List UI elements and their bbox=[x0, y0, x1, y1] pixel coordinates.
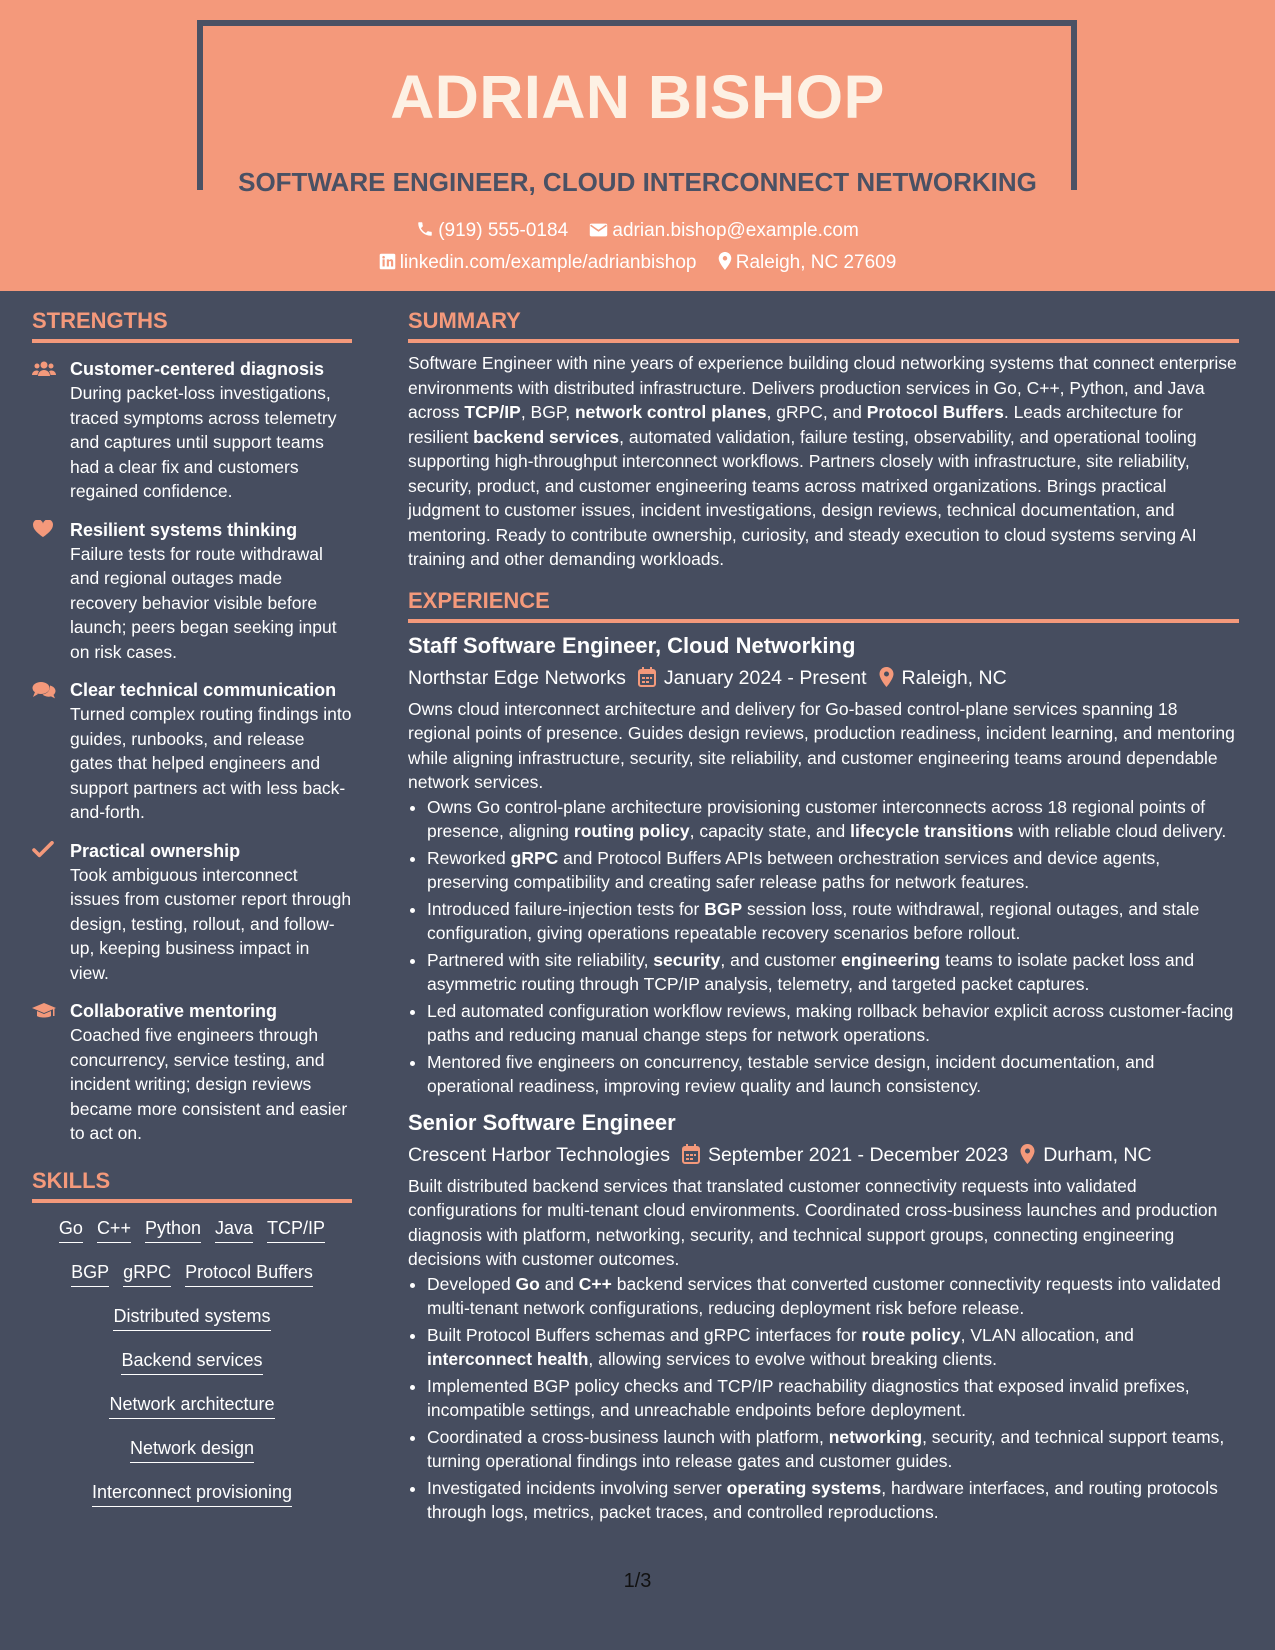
linkedin-text: linkedin.com/example/adrianbishop bbox=[399, 252, 697, 273]
email-text: adrian.bishop@example.com bbox=[612, 220, 859, 241]
job-bullet: • Developed Go and C++ backend services that converted customer connectivity requests into validated multi-tenant network configurations, reducing deployment risk before release. bbox=[427, 1272, 1239, 1321]
map-pin-icon bbox=[879, 667, 894, 687]
resume-header bbox=[0, 0, 1275, 291]
skill-row bbox=[32, 1437, 352, 1463]
experience-list bbox=[408, 632, 1239, 1525]
job-bullet: • Reworked gRPC and Protocol Buffers APIs between orchestration services and device agents, preserving compatibility and creating safer release paths for network features. bbox=[427, 846, 1239, 895]
map-pin-icon bbox=[1020, 1144, 1035, 1164]
job-description: Built distributed backend services that translated customer connectivity requests into validated configurations for multi-tenant cloud environments. Coordinated cross-business launches and production diagnosis with platform, networking, security, and technical support groups, connecting engineering decisions with customer outcomes. bbox=[408, 1175, 1218, 1269]
job-bullet: • Owns Go control-plane architecture provisioning customer interconnects across 18 regional points of presence, aligning routing policy, capacity state, and lifecycle transitions with reliable cloud delivery. bbox=[427, 795, 1239, 844]
skill-tag: Java bbox=[215, 1217, 253, 1243]
strength-title: Collaborative mentoring bbox=[70, 1001, 278, 1021]
calendar-icon bbox=[682, 1144, 700, 1164]
comments-icon bbox=[32, 680, 56, 700]
skill-tag: TCP/IP bbox=[267, 1217, 325, 1243]
summary-heading: SUMMARY bbox=[408, 308, 1239, 343]
skill-row bbox=[32, 1481, 352, 1507]
phone-text: (919) 555-0184 bbox=[438, 220, 569, 241]
skills-heading: SKILLS bbox=[32, 1168, 352, 1203]
strength-title: Clear technical communication bbox=[70, 680, 337, 700]
job-bullet: • Partnered with site reliability, security, and customer engineering teams to isolate packet loss and asymmetric routing through TCP/IP analysis, telemetry, and targeted packet captures. bbox=[427, 948, 1239, 997]
contact-line-1 bbox=[0, 220, 1275, 242]
skill-row bbox=[32, 1393, 352, 1419]
users-icon bbox=[32, 359, 56, 379]
job-location: Raleigh, NC bbox=[901, 666, 1007, 689]
experience-entry bbox=[408, 1109, 1239, 1525]
strength-item bbox=[32, 839, 352, 986]
job-company: Crescent Harbor Technologies bbox=[408, 1143, 670, 1166]
email-contact[interactable] bbox=[589, 220, 858, 242]
page-number: 1/3 bbox=[623, 1570, 652, 1592]
right-column bbox=[408, 291, 1239, 1527]
strength-title: Resilient systems thinking bbox=[70, 519, 298, 540]
strength-desc: Coached five engineers through concurrency, service testing, and incident writing; design reviews became more consistent and easier to act on. bbox=[70, 1025, 348, 1143]
strength-item bbox=[32, 357, 352, 504]
phone-icon bbox=[416, 220, 434, 238]
strength-item bbox=[32, 999, 352, 1146]
job-bullets bbox=[408, 1272, 1239, 1525]
graduation-cap-icon bbox=[32, 1001, 56, 1021]
candidate-name: ADRIAN BISHOP bbox=[390, 63, 885, 131]
job-bullet: • Led automated configuration workflow reviews, making rollback behavior explicit across customer-facing paths and reducing manual change steps for network operations. bbox=[427, 999, 1239, 1048]
map-pin-icon bbox=[718, 252, 732, 270]
job-role: Senior Software Engineer bbox=[408, 1109, 676, 1135]
skills-list bbox=[32, 1217, 352, 1507]
skill-row bbox=[32, 1261, 352, 1287]
job-meta bbox=[408, 1141, 1239, 1169]
skill-tag: Python bbox=[145, 1217, 201, 1243]
calendar-icon bbox=[638, 667, 656, 687]
strength-desc: Failure tests for route withdrawal and regional outages made recovery behavior visible before launch; peers began seeking input on risk cases. bbox=[70, 543, 337, 662]
job-bullet: • Investigated incidents involving server operating systems, hardware interfaces, and routing protocols through logs, metrics, packet traces, and controlled reproductions. bbox=[427, 1476, 1239, 1525]
skill-tag: Go bbox=[59, 1217, 83, 1243]
strengths-heading: STRENGTHS bbox=[32, 308, 352, 343]
job-location: Durham, NC bbox=[1043, 1143, 1152, 1166]
skill-tag: Backend services bbox=[121, 1349, 262, 1375]
contact-line-2 bbox=[0, 252, 1275, 274]
strength-desc: During packet-loss investigations, traced symptoms across telemetry and captures until support teams had a clear fix and customers regained confidence. bbox=[70, 383, 337, 501]
envelope-icon bbox=[589, 222, 608, 238]
linkedin-icon bbox=[379, 253, 396, 270]
heart-icon bbox=[32, 520, 56, 540]
strength-title: Customer-centered diagnosis bbox=[70, 359, 325, 379]
job-bullet: • Introduced failure-injection tests for BGP session loss, route withdrawal, regional outages, and stale configuration, giving operations repeatable recovery scenarios before rollout. bbox=[427, 897, 1239, 946]
job-bullet: • Coordinated a cross-business launch with platform, networking, security, and technical support teams, turning operational findings into release gates and customer guides. bbox=[427, 1425, 1239, 1474]
job-role: Staff Software Engineer, Cloud Networking bbox=[408, 632, 856, 658]
job-bullet: • Mentored five engineers on concurrency, testable service design, incident documentation, and operational readiness, improving review quality and launch consistency. bbox=[427, 1050, 1239, 1099]
skill-tag: Protocol Buffers bbox=[185, 1261, 313, 1287]
job-bullet: • Built Protocol Buffers schemas and gRPC interfaces for route policy, VLAN allocation, and interconnect health, allowing services to evolve without breaking clients. bbox=[427, 1323, 1239, 1372]
location-text: Raleigh, NC 27609 bbox=[735, 252, 897, 273]
experience-heading: EXPERIENCE bbox=[408, 588, 1239, 623]
job-dates: September 2021 - December 2023 bbox=[707, 1143, 1009, 1166]
strengths-list bbox=[32, 357, 352, 1146]
skill-tag: Network architecture bbox=[109, 1393, 274, 1419]
skill-row bbox=[32, 1217, 352, 1243]
strength-desc: Took ambiguous interconnect issues from customer report through design, testing, rollout, and follow-up, keeping business impact in view. bbox=[70, 864, 352, 983]
skill-tag: Network design bbox=[130, 1437, 254, 1463]
strength-item bbox=[32, 678, 352, 825]
location-contact bbox=[718, 252, 897, 274]
skill-row bbox=[32, 1305, 352, 1331]
job-description: Owns cloud interconnect architecture and delivery for Go-based control-plane services spanning 18 regional points of presence. Guides design reviews, production readiness, incident learning, and mentoring while aligning infrastructure, security, site reliability, and customer engineering teams around dependable network services. bbox=[408, 698, 1235, 792]
strength-item bbox=[32, 518, 352, 665]
linkedin-contact[interactable] bbox=[379, 252, 697, 274]
skill-tag: BGP bbox=[71, 1261, 109, 1287]
job-bullets bbox=[408, 795, 1239, 1099]
skill-tag: Distributed systems bbox=[113, 1305, 270, 1331]
job-bullet: • Implemented BGP policy checks and TCP/IP reachability diagnostics that exposed invalid prefixes, incompatible settings, and unreachable endpoints before deployment. bbox=[427, 1374, 1239, 1423]
summary-text: Software Engineer with nine years of experience building cloud networking systems that connect enterprise environments with distributed infrastructure. Delivers production services in Go, C++, Python, and Java across TCP/IP, BGP, network control planes, gRPC, and Protocol Buffers. Leads architecture for resilient backend services, automated validation, failure testing, observability, and operational tooling supporting high-throughput interconnect workflows. Partners closely with infrastructure, site reliability, security, product, and customer engineering teams across matrixed organizations. Brings practical judgment to customer issues, incident investigations, design reviews, technical documentation, and mentoring. Ready to contribute ownership, curiosity, and steady execution to cloud systems serving AI training and other demanding workloads. bbox=[408, 353, 1237, 569]
strength-title: Practical ownership bbox=[70, 840, 241, 861]
job-company: Northstar Edge Networks bbox=[408, 666, 626, 689]
job-dates: January 2024 - Present bbox=[663, 666, 867, 689]
experience-entry bbox=[408, 632, 1239, 1099]
skill-tag: C++ bbox=[97, 1217, 131, 1243]
skill-tag: Interconnect provisioning bbox=[92, 1481, 292, 1507]
left-column bbox=[32, 291, 352, 1525]
skill-row bbox=[32, 1349, 352, 1375]
skill-tag: gRPC bbox=[123, 1261, 171, 1287]
strength-desc: Turned complex routing findings into guides, runbooks, and release gates that helped engineers and support partners act with less back-and-forth. bbox=[70, 704, 352, 822]
phone-contact[interactable] bbox=[416, 220, 568, 242]
candidate-title: SOFTWARE ENGINEER, CLOUD INTERCONNECT NETWORKING bbox=[238, 167, 1037, 197]
job-meta bbox=[408, 664, 1239, 692]
check-icon bbox=[32, 841, 56, 861]
